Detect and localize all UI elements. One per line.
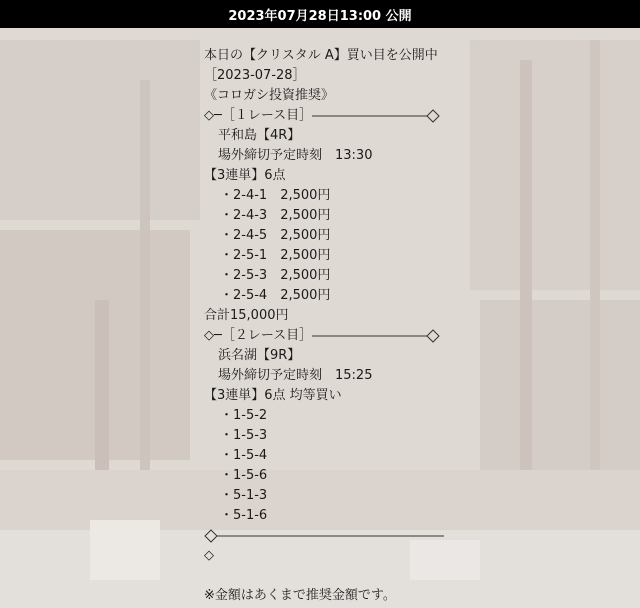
intro-tag: 《コロガシ投資推奨》 (204, 88, 335, 103)
race2-pick: ・1-5-2 (220, 408, 268, 423)
race2-pick: ・1-5-4 (220, 448, 268, 463)
post-content (204, 46, 464, 606)
intro-heading: 本日の【クリスタル A】買い目を公開中 (204, 48, 438, 63)
race2-pick: ・1-5-6 (220, 468, 268, 483)
end-divider-line (204, 526, 454, 546)
race1-divider-line (204, 106, 444, 126)
publish-date-text: 2023年07月28日13:00 公開 (228, 8, 412, 24)
race1-pick: ・2-5-1 2,500円 (220, 248, 331, 263)
race1-separator (204, 106, 464, 126)
race1-label: ◇─［１レース目］ (204, 108, 313, 123)
diamond-icon (205, 530, 217, 542)
race2-pick: ・5-1-3 (220, 488, 268, 503)
end-separator (204, 526, 464, 546)
race2-bet-type: 【3連単】6点 均等買い (204, 388, 342, 403)
race1-total: 合計15,000円 (204, 308, 289, 323)
race1-pick: ・2-5-3 2,500円 (220, 268, 331, 283)
diamond-icon (427, 110, 439, 122)
race1-venue: 平和島【4R】 (218, 128, 301, 143)
race2-deadline: 場外締切予定時刻 15:25 (218, 368, 373, 383)
race1-pick: ・2-4-3 2,500円 (220, 208, 331, 223)
race2-venue: 浜名湖【9R】 (218, 348, 301, 363)
amount-note: ※金額はあくまで推奨金額です。 (204, 588, 396, 603)
race2-separator (204, 326, 464, 346)
race1-bet-type: 【3連単】6点 (204, 168, 286, 183)
race1-pick: ・2-4-5 2,500円 (220, 228, 331, 243)
intro-date: ［2023-07-28］ (204, 68, 306, 83)
race2-pick: ・5-1-6 (220, 508, 268, 523)
end-diamond-icon: ◇ (204, 548, 214, 563)
race2-pick: ・1-5-3 (220, 428, 268, 443)
race2-label: ◇─［２レース目］ (204, 328, 313, 343)
publish-date-bar (0, 0, 640, 28)
race1-pick: ・2-5-4 2,500円 (220, 288, 331, 303)
race1-deadline: 場外締切予定時刻 13:30 (218, 148, 373, 163)
diamond-icon (427, 330, 439, 342)
race1-pick: ・2-4-1 2,500円 (220, 188, 331, 203)
race2-divider-line (204, 326, 444, 346)
